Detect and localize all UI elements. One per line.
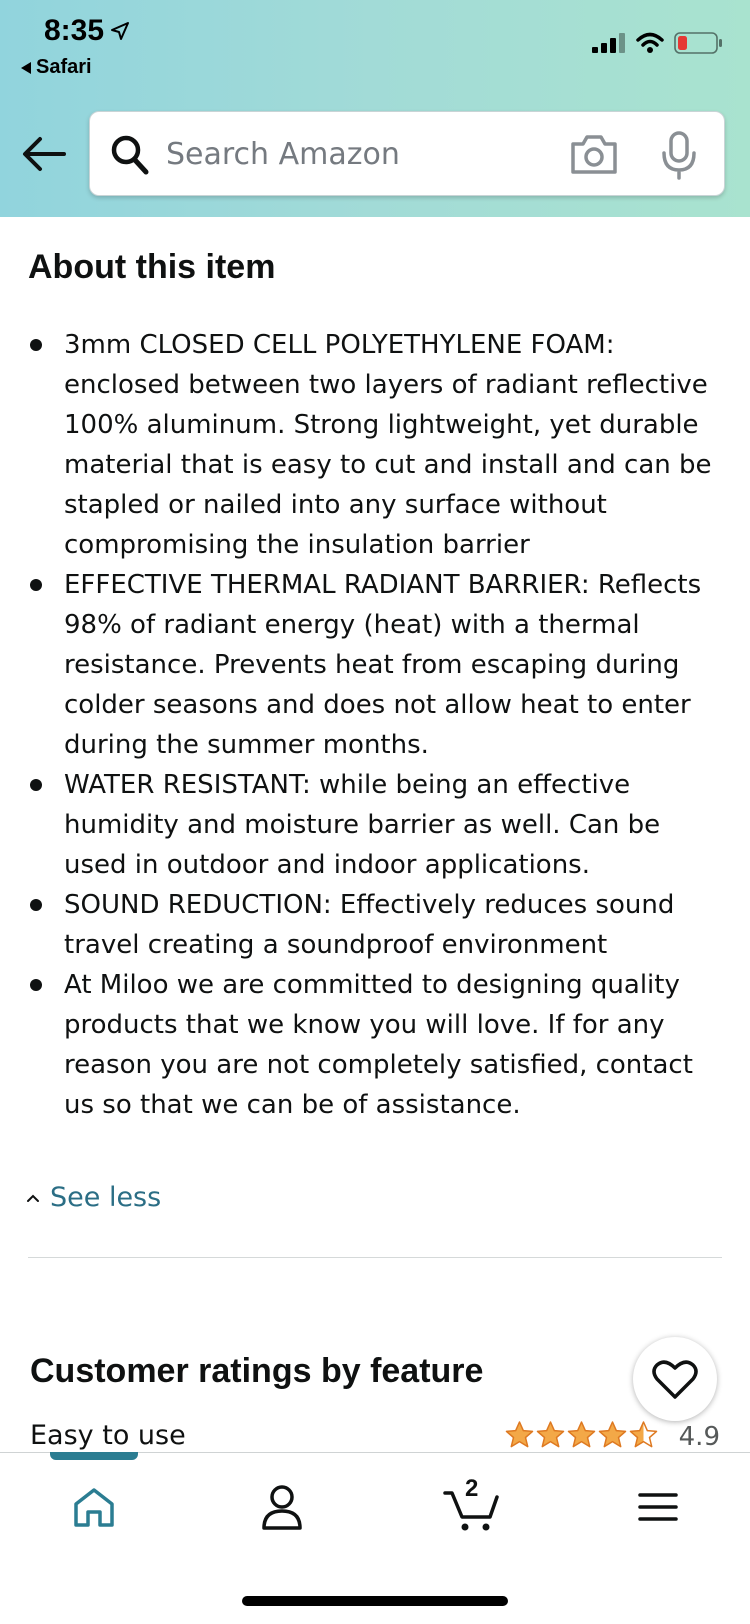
feature-rating-score: 4.9 bbox=[678, 1422, 720, 1452]
search-bar[interactable] bbox=[89, 111, 725, 196]
battery-icon bbox=[674, 32, 722, 54]
bullet-dot bbox=[30, 979, 42, 991]
back-triangle-icon bbox=[20, 61, 32, 75]
top-header bbox=[0, 0, 750, 217]
feature-bullet bbox=[28, 565, 728, 765]
chevron-up-icon bbox=[26, 1193, 40, 1203]
feature-rating-stars bbox=[504, 1420, 659, 1450]
wifi-icon bbox=[636, 32, 664, 54]
nav-menu[interactable] bbox=[628, 1479, 688, 1535]
about-item-heading: About this item bbox=[28, 248, 276, 286]
see-less-label: See less bbox=[50, 1182, 162, 1213]
feature-rating-name: Easy to use bbox=[30, 1420, 186, 1451]
star-icon bbox=[628, 1420, 659, 1450]
star-icon bbox=[535, 1420, 566, 1450]
camera-icon[interactable] bbox=[569, 132, 619, 176]
feature-bullet bbox=[28, 965, 728, 1125]
home-icon bbox=[72, 1486, 116, 1528]
cellular-signal-icon bbox=[592, 33, 626, 53]
feature-bullet-text: SOUND REDUCTION: Effectively reduces sound travel creating a soundproof environment bbox=[64, 890, 675, 960]
active-tab-indicator bbox=[50, 1452, 138, 1460]
status-icons bbox=[592, 32, 722, 54]
feature-bullet-text: At Miloo we are committed to designing quality products that we know you will love. If for any reason you are not completely satisfied, contact us so that we can be of assistance. bbox=[64, 970, 693, 1120]
microphone-icon[interactable] bbox=[660, 130, 698, 180]
feature-bullet bbox=[28, 325, 728, 565]
favorite-button[interactable] bbox=[633, 1337, 717, 1421]
cart-count-badge: 2 bbox=[465, 1475, 479, 1502]
section-divider bbox=[28, 1257, 722, 1258]
bullet-dot bbox=[30, 899, 42, 911]
bullet-dot bbox=[30, 339, 42, 351]
nav-home[interactable] bbox=[64, 1479, 124, 1535]
menu-icon bbox=[638, 1491, 678, 1523]
home-indicator bbox=[242, 1596, 508, 1606]
bullet-dot bbox=[30, 579, 42, 591]
back-to-safari[interactable] bbox=[20, 56, 92, 79]
ratings-by-feature-heading: Customer ratings by feature bbox=[30, 1352, 484, 1390]
heart-icon bbox=[652, 1358, 698, 1400]
star-icon bbox=[504, 1420, 535, 1450]
about-item-bullets bbox=[28, 325, 728, 1125]
location-arrow-icon bbox=[110, 21, 130, 41]
feature-bullet bbox=[28, 765, 728, 885]
feature-bullet-text: 3mm CLOSED CELL POLYETHYLENE FOAM: enclosed between two layers of radiant reflective 100% aluminum. Strong lightweight, yet durable material that is easy to cut and install and can be stapled or nailed into any surface without compromising the insulation barrier bbox=[64, 330, 712, 560]
feature-bullet bbox=[28, 885, 728, 965]
search-input[interactable] bbox=[166, 112, 526, 197]
back-app-label: Safari bbox=[36, 56, 92, 78]
star-icon bbox=[566, 1420, 597, 1450]
feature-bullet-text: WATER RESISTANT: while being an effective humidity and moisture barrier as well. Can be used in outdoor and indoor applications. bbox=[64, 770, 661, 880]
star-icon bbox=[597, 1420, 628, 1450]
search-icon bbox=[110, 134, 150, 176]
back-arrow-icon[interactable] bbox=[22, 136, 66, 172]
account-icon bbox=[261, 1484, 303, 1530]
feature-bullet-text: EFFECTIVE THERMAL RADIANT BARRIER: Reflects 98% of radiant energy (heat) with a thermal resistance. Prevents heat from escaping during colder seasons and does not allow heat to enter during the summer months. bbox=[64, 570, 702, 760]
bullet-dot bbox=[30, 779, 42, 791]
status-time bbox=[44, 14, 130, 48]
clock-text: 8:35 bbox=[44, 14, 105, 47]
nav-cart[interactable] bbox=[440, 1475, 504, 1535]
nav-account[interactable] bbox=[252, 1479, 312, 1535]
see-less-link[interactable] bbox=[26, 1182, 161, 1213]
